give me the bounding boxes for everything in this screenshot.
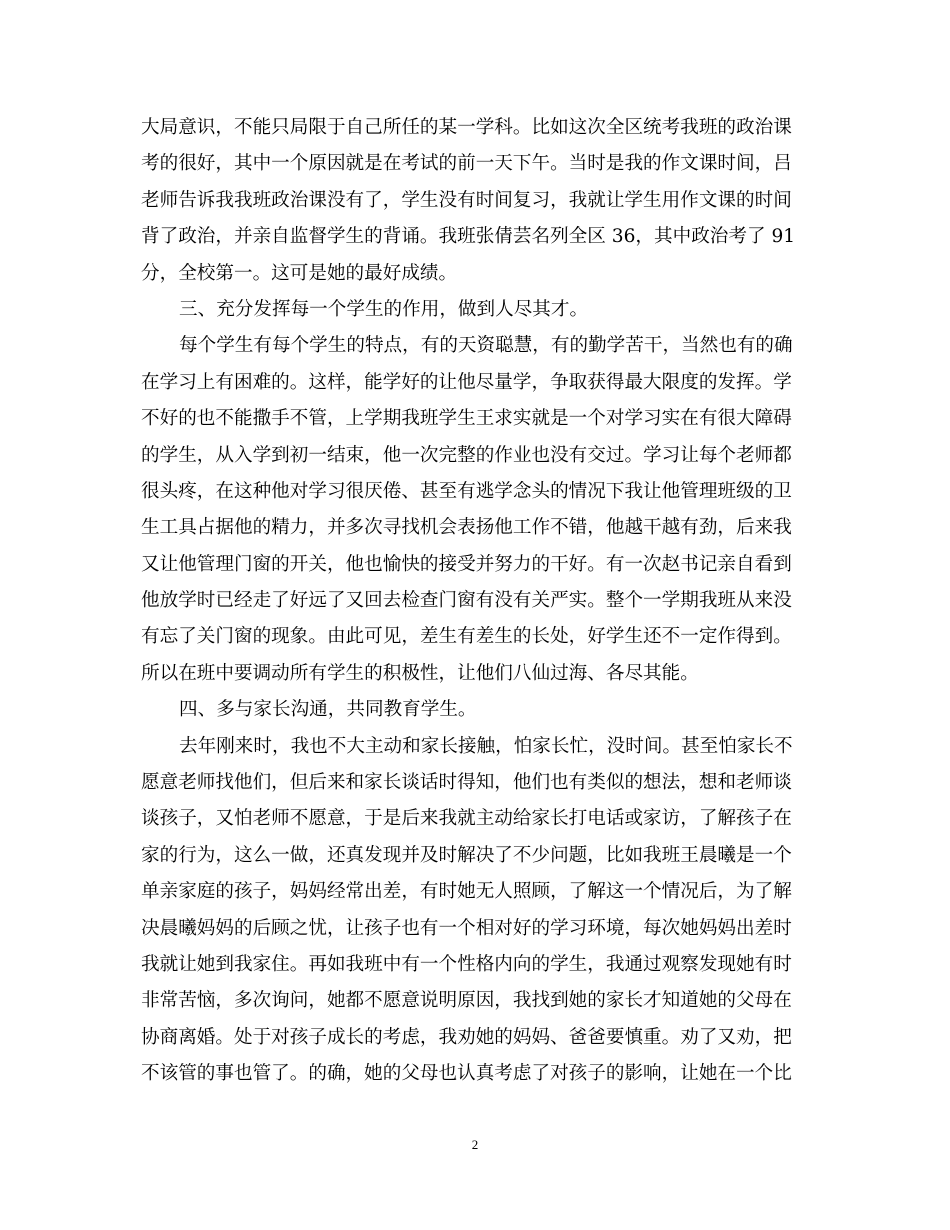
text-line: 又让他管理门窗的开关，他也愉快的接受并努力的干好。有一次赵书记亲自看到 — [141, 553, 792, 575]
text-line: 不该管的事也管了。的确，她的父母也认真考虑了对孩子的影响，让她在一个比 — [141, 1063, 792, 1085]
text-line: 决晨曦妈妈的后顾之忧，让孩子也有一个相对好的学习环境，每次她妈妈出差时 — [141, 917, 792, 939]
text-line: 在学习上有困难的。这样，能学好的让他尽量学，争取获得最大限度的发挥。学 — [141, 371, 792, 393]
section-heading-3 — [141, 292, 802, 328]
text-line: 生工具占据他的精力，并多次寻找机会表扬他工作不错，他越干越有劲，后来我 — [141, 517, 792, 539]
page-number: 2 — [471, 1137, 479, 1152]
text-line: 大局意识，不能只局限于自己所任的某一学科。比如这次全区统考我班的政治课 — [141, 117, 792, 138]
text-line: 不好的也不能撒手不管，上学期我班学生王求实就是一个对学习实在有很大障碍 — [141, 408, 792, 430]
text-line: 背了政治，并亲自监督学生的背诵。我班张倩芸名列全区 36，其中政治考了 91 — [141, 226, 796, 248]
text-line: 的学生，从入学到初一结束，他一次完整的作业也没有交过。学习让每个老师都 — [141, 444, 792, 466]
text-line: 我就让她到我家住。再如我班中有一个性格内向的学生，我通过观察发现她有时 — [141, 953, 792, 975]
text-line: 单亲家庭的孩子，妈妈经常出差，有时她无人照顾，了解这一个情况后，为了解 — [141, 881, 792, 903]
heading-line: 四、多与家长沟通，共同教育学生。 — [179, 699, 477, 721]
paragraph-parents — [141, 729, 802, 1093]
section-heading-4 — [141, 692, 802, 728]
text-line: 老师告诉我我班政治课没有了，学生没有时间复习，我就让学生用作文课的时间 — [141, 189, 792, 211]
text-line: 协商离婚。处于对孩子成长的考虑，我劝她的妈妈、爸爸要慎重。劝了又劝，把 — [141, 1026, 792, 1048]
text-line: 谈孩子，又怕老师不愿意，于是后来我就主动给家长打电话或家访，了解孩子在 — [141, 808, 792, 830]
text-line: 考的很好，其中一个原因就是在考试的前一天下午。当时是我的作文课时间，吕 — [141, 153, 792, 175]
text-line: 愿意老师找他们，但后来和家长谈话时得知，他们也有类似的想法，想和老师谈 — [141, 772, 792, 794]
text-line: 有忘了关门窗的现象。由此可见，差生有差生的长处，好学生还不一定作得到。 — [141, 626, 792, 648]
paragraph-continuation — [141, 110, 802, 292]
text-line: 家的行为，这么一做，还真发现并及时解决了不少问题，比如我班王晨曦是一个 — [141, 844, 792, 866]
paragraph-students — [141, 328, 802, 692]
text-line: 非常苦恼，多次询问，她都不愿意说明原因，我找到她的家长才知道她的父母在 — [141, 990, 792, 1012]
text-line: 分，全校第一。这可是她的最好成绩。 — [141, 262, 458, 284]
text-line: 很头疼，在这种他对学习很厌倦、甚至有逃学念头的情况下我让他管理班级的卫 — [141, 480, 792, 502]
document-body — [141, 110, 802, 1093]
text-line: 去年刚来时，我也不大主动和家长接触，怕家长忙，没时间。甚至怕家长不 — [179, 735, 793, 757]
text-line: 他放学时已经走了好远了又回去检查门窗有没有关严实。整个一学期我班从来没 — [141, 590, 792, 612]
text-line: 所以在班中要调动所有学生的积极性，让他们八仙过海、各尽其能。 — [141, 662, 699, 684]
text-line: 每个学生有每个学生的特点，有的天资聪慧，有的勤学苦干，当然也有的确 — [179, 335, 793, 357]
heading-line: 三、充分发挥每一个学生的作用，做到人尽其才。 — [179, 298, 589, 320]
